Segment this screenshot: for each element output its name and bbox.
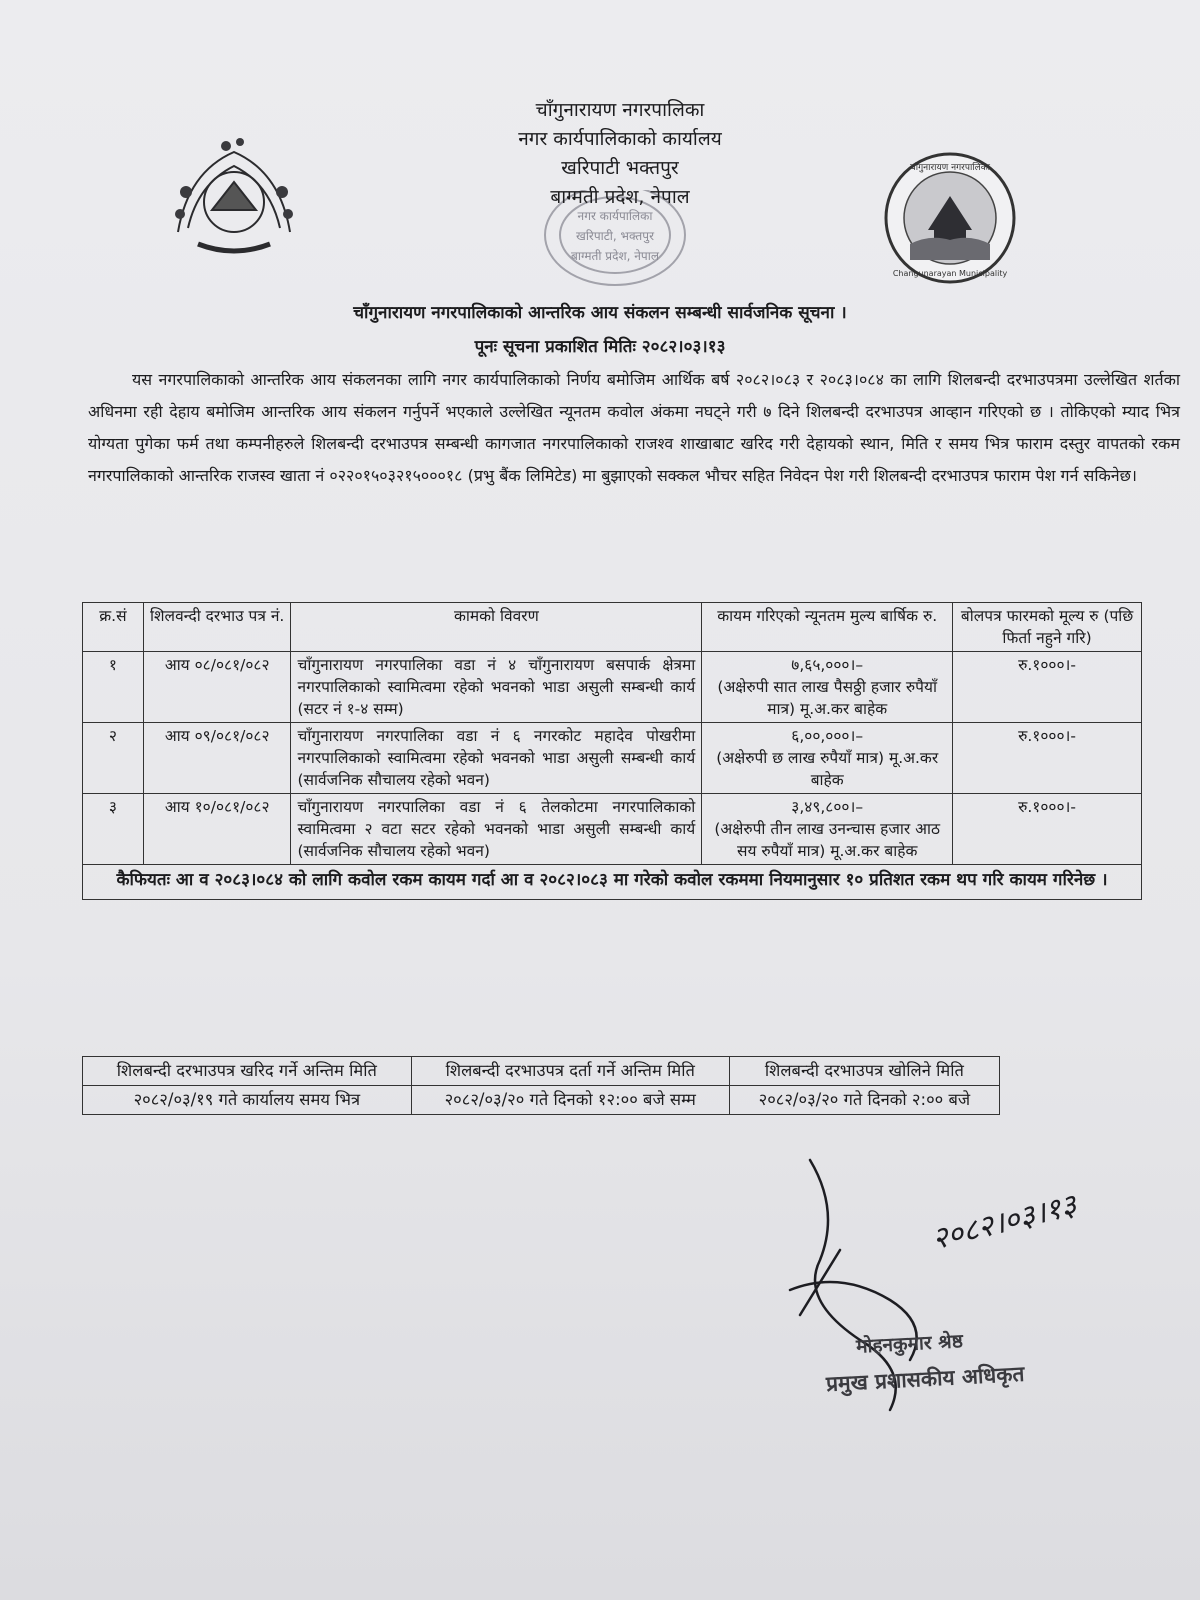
purchase-deadline-header: शिलबन्दी दरभाउपत्र खरिद गर्ने अन्तिम मिति (83, 1057, 412, 1086)
row-min-value (702, 723, 953, 794)
province-country: बाग्मती प्रदेश, नेपाल (550, 186, 690, 208)
svg-text:बाग्मती प्रदेश, नेपाल: बाग्मती प्रदेश, नेपाल (571, 249, 659, 263)
min-value-words: (अक्षेरुपी छ लाख रुपैयाँ मात्र) मू.अ.कर बाहेक (716, 749, 939, 789)
row-sn: २ (83, 723, 144, 794)
header-form-fee: बोलपत्र फारमको मूल्य रु (पछि फिर्ता नहुने गरि) (953, 603, 1142, 652)
deadline-table (82, 1056, 1000, 1115)
office-name: नगर कार्यपालिकाको कार्यालय (518, 128, 722, 150)
notice-title: चाँगुनारायण नगरपालिकाको आन्तरिक आय संकलन सम्बन्धी सार्वजनिक सूचना । (353, 303, 847, 323)
row-description: चाँगुनारायण नगरपालिका वडा नं ४ चाँगुनारायण बसपार्क क्षेत्रमा नगरपालिकाको स्वामित्वमा रहेको भवनको भाडा असुली सम्बन्धी कार्य (सटर नं १-४ सम्म) (291, 652, 702, 723)
office-location: खरिपाटी भक्तपुर (561, 157, 679, 179)
table-row (83, 652, 1142, 723)
row-tender-no: आय १०/०८१/०८२ (143, 794, 291, 865)
municipality-name: चाँगुनारायण नगरपालिका (535, 99, 705, 121)
min-value-words: (अक्षेरुपी तीन लाख उनन्चास हजार आठ सय रुपैयाँ मात्र) मू.अ.कर बाहेक (714, 820, 941, 860)
registration-deadline-value: २०८२/०३/२० गते दिनको १२:०० बजे सम्म (411, 1086, 729, 1115)
purchase-deadline-value: २०८२/०३/१९ गते कार्यालय समय भित्र (83, 1086, 412, 1115)
opening-date-header: शिलबन्दी दरभाउपत्र खोलिने मिति (729, 1057, 999, 1086)
row-sn: ३ (83, 794, 144, 865)
table-header-row (83, 603, 1142, 652)
min-value-amount: ७,६५,०००।– (791, 656, 864, 674)
row-tender-no: आय ०९/०८१/०८२ (143, 723, 291, 794)
handwritten-date: २०८२।०३।१३ (928, 1187, 1081, 1258)
table-row (83, 794, 1142, 865)
row-form-fee: रु.१०००।- (953, 652, 1142, 723)
remark-text: कैफियतः आ व २०८३।०८४ को लागि कवोल रकम कायम गर्दा आ व २०८२।०८३ मा गरेको कवोल रकममा नियमानुसार १० प्रतिशत रकम थप गरि कायम गरिनेछ । (83, 865, 1142, 900)
signatory-designation: प्रमुख प्रशासकीय अधिकृत (825, 1361, 1025, 1397)
min-value-amount: ३,४९,८००।– (791, 798, 864, 816)
row-min-value (702, 794, 953, 865)
nepal-emblem-logo (168, 132, 300, 264)
svg-text:खरिपाटी, भक्तपुर: खरिपाटी, भक्तपुर (576, 229, 654, 243)
remark-row (83, 865, 1142, 900)
svg-text:नगर कार्यपालिका: नगर कार्यपालिका (577, 209, 653, 223)
header-min-value: कायम गरिएको न्यूनतम मुल्य बार्षिक रु. (702, 603, 953, 652)
row-description: चाँगुनारायण नगरपालिका वडा नं ६ तेलकोटमा नगरपालिकाको स्वामित्वमा २ वटा सटर रहेको भवनको भाडा असुली सम्बन्धी कार्य (सार्वजनिक सौचालय रहेको भवन) (291, 794, 702, 865)
deadline-value-row (83, 1086, 1000, 1115)
row-form-fee: रु.१०००।- (953, 723, 1142, 794)
header-tender-no: शिलवन्दी दरभाउ पत्र नं. (143, 603, 291, 652)
signatory-name: मोहनकुमार श्रेष्ठ (855, 1330, 964, 1358)
deadline-header-row (83, 1057, 1000, 1086)
header-description: कामको विवरण (291, 603, 702, 652)
notice-body: यस नगरपालिकाको आन्तरिक आय संकलनका लागि नगर कार्यपालिकाको निर्णय बमोजिम आर्थिक बर्ष २०८२।०८३ र २०८३।०८४ का लागि शिलबन्दी दरभाउपत्रमा उल्लेखित शर्तका अधिनमा रही देहाय बमोजिम आन्तरिक आय संकलन गर्नुपर्ने भएकाले उल्लेखित न्यूनतम कवोल अंकमा नघट्ने गरी ७ दिने शिलबन्दी दरभाउपत्र आव्हान गरिएको छ । तोकिएको म्याद भित्र योग्यता पुगेका फर्म तथा कम्पनीहरुले शिलबन्दी दरभाउपत्र सम्बन्धी कागजात नगरपालिकाको राजश्व शाखाबाट खरिद गरी देहायको स्थान, मिति र समय भित्र फाराम दस्तुर वापतको रकम नगरपालिकाको आन्तरिक राजस्व खाता नं ०२२०१५०३२१५०००१८ (प्रभु बैंक लिमिटेड) मा बुझाएको सक्कल भौचर सहित निवेदन पेश गरी शिलबन्दी दरभाउपत्र फाराम पेश गर्न सकिनेछ। (88, 370, 1180, 485)
tender-table (82, 602, 1142, 900)
row-sn: १ (83, 652, 144, 723)
office-header (420, 96, 820, 212)
min-value-words: (अक्षेरुपी सात लाख पैसठ्ठी हजार रुपैयाँ मात्र) मू.अ.कर बाहेक (717, 678, 937, 718)
municipality-seal-logo (880, 148, 1020, 288)
min-value-amount: ६,००,०००।– (791, 727, 864, 745)
row-description: चाँगुनारायण नगरपालिका वडा नं ६ नगरकोट महादेव पोखरीमा नगरपालिकाको स्वामित्वमा रहेको भवनको भाडा असुली सम्बन्धी कार्य (सार्वजनिक सौचालय रहेको भवन) (291, 723, 702, 794)
opening-date-value: २०८२/०३/२० गते दिनको २:०० बजे (729, 1086, 999, 1115)
republish-date: पूनः सूचना प्रकाशित मितिः २०८२।०३।१३ (474, 337, 726, 357)
svg-text:Changunarayan Municipality: Changunarayan Municipality (892, 269, 1008, 278)
row-min-value (702, 652, 953, 723)
header-sn: क्र.सं (83, 603, 144, 652)
row-tender-no: आय ०८/०८१/०८२ (143, 652, 291, 723)
row-form-fee: रु.१०००।- (953, 794, 1142, 865)
svg-text:चाँगुनारायण नगरपालिका: चाँगुनारायण नगरपालिका (910, 163, 990, 173)
registration-deadline-header: शिलबन्दी दरभाउपत्र दर्ता गर्ने अन्तिम मिति (411, 1057, 729, 1086)
table-row (83, 723, 1142, 794)
